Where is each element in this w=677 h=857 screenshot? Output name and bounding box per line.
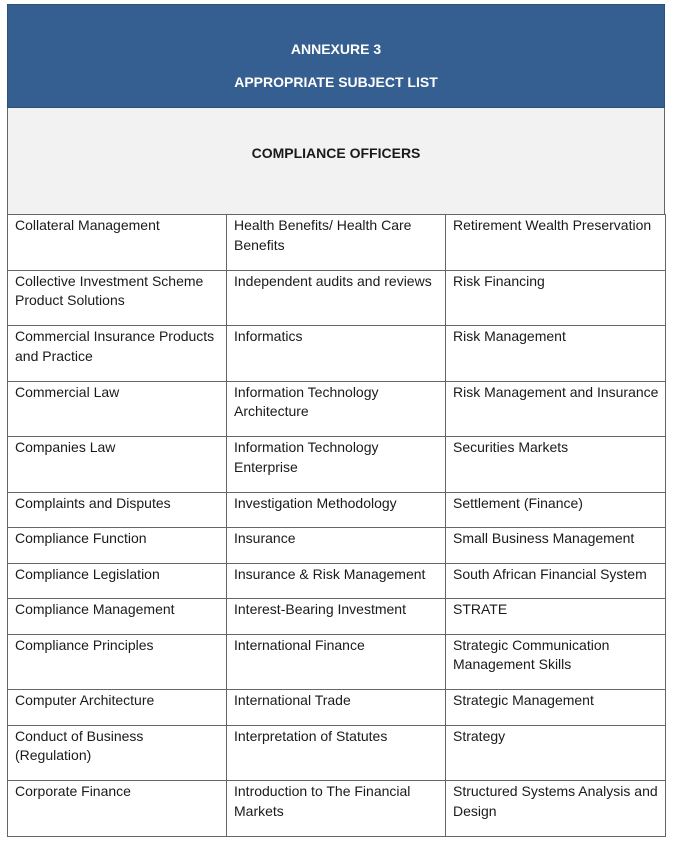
table-cell: Commercial Law	[8, 381, 227, 437]
table-cell: International Finance	[227, 634, 446, 690]
table-cell: Insurance & Risk Management	[227, 563, 446, 599]
table-cell: Introduction to The Financial Markets	[227, 781, 446, 837]
table-cell: Structured Systems Analysis and Design	[446, 781, 666, 837]
table-row	[8, 381, 666, 437]
table-cell: Risk Management	[446, 326, 666, 382]
table-cell: Compliance Legislation	[8, 563, 227, 599]
table-cell: Strategic Communication Management Skills	[446, 634, 666, 690]
table-row	[8, 725, 666, 781]
table-cell: Compliance Management	[8, 599, 227, 635]
section-title: COMPLIANCE OFFICERS	[251, 145, 421, 161]
table-cell: Conduct of Business (Regulation)	[8, 725, 227, 781]
table-row	[8, 437, 666, 493]
table-cell: Investigation Methodology	[227, 492, 446, 528]
table-cell: Compliance Principles	[8, 634, 227, 690]
table-cell: Independent audits and reviews	[227, 270, 446, 326]
table-row	[8, 270, 666, 326]
table-row	[8, 634, 666, 690]
table-cell: Strategic Management	[446, 690, 666, 726]
annexure-title: APPROPRIATE SUBJECT LIST	[234, 74, 438, 90]
table-row	[8, 599, 666, 635]
table-row	[8, 690, 666, 726]
table-cell: Risk Management and Insurance	[446, 381, 666, 437]
table-cell: Compliance Function	[8, 528, 227, 564]
table-cell: Information Technology Enterprise	[227, 437, 446, 493]
table-cell: Collateral Management	[8, 215, 227, 271]
table-row	[8, 563, 666, 599]
table-cell: Corporate Finance	[8, 781, 227, 837]
table-cell: Collective Investment Scheme Product Solutions	[8, 270, 227, 326]
subject-table	[7, 214, 666, 837]
table-cell: Retirement Wealth Preservation	[446, 215, 666, 271]
table-cell: Small Business Management	[446, 528, 666, 564]
annexure-number: ANNEXURE 3	[290, 41, 382, 57]
section-header	[7, 108, 665, 214]
table-cell: Computer Architecture	[8, 690, 227, 726]
table-row	[8, 781, 666, 837]
document	[7, 4, 665, 837]
table-row	[8, 492, 666, 528]
table-row	[8, 528, 666, 564]
table-cell: Health Benefits/ Health Care Benefits	[227, 215, 446, 271]
table-cell: Commercial Insurance Products and Practice	[8, 326, 227, 382]
table-cell: Interpretation of Statutes	[227, 725, 446, 781]
annexure-header	[7, 4, 665, 108]
table-cell: South African Financial System	[446, 563, 666, 599]
table-cell: Risk Financing	[446, 270, 666, 326]
table-cell: STRATE	[446, 599, 666, 635]
table-cell: Complaints and Disputes	[8, 492, 227, 528]
table-cell: Securities Markets	[446, 437, 666, 493]
table-cell: International Trade	[227, 690, 446, 726]
table-cell: Companies Law	[8, 437, 227, 493]
table-cell: Informatics	[227, 326, 446, 382]
table-cell: Settlement (Finance)	[446, 492, 666, 528]
table-cell: Strategy	[446, 725, 666, 781]
table-cell: Interest-Bearing Investment	[227, 599, 446, 635]
table-cell: Insurance	[227, 528, 446, 564]
table-row	[8, 326, 666, 382]
table-row	[8, 215, 666, 271]
table-cell: Information Technology Architecture	[227, 381, 446, 437]
